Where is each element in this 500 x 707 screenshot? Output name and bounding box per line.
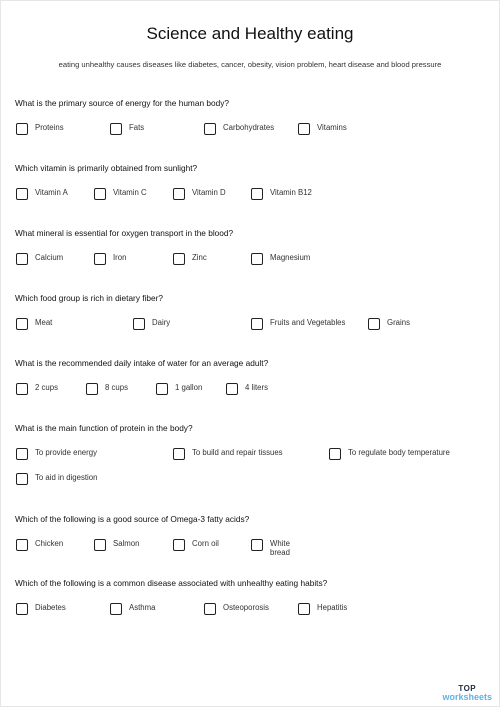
question-7-option-4[interactable]: White bread: [251, 539, 298, 555]
question-6-option-4[interactable]: To aid in digestion: [16, 473, 97, 485]
question-4-text: Which food group is rich in dietary fiber?: [15, 293, 164, 303]
checkbox[interactable]: [251, 318, 263, 330]
checkbox[interactable]: [16, 448, 28, 460]
question-8-option-4[interactable]: Hepatitis: [298, 603, 347, 615]
checkbox[interactable]: [251, 188, 263, 200]
question-8-option-3[interactable]: Osteoporosis: [204, 603, 269, 615]
checkbox[interactable]: [251, 539, 263, 551]
checkbox[interactable]: [329, 448, 341, 460]
checkbox[interactable]: [204, 603, 216, 615]
checkbox[interactable]: [226, 383, 238, 395]
checkbox[interactable]: [16, 473, 28, 485]
logo-bottom-text: worksheets: [442, 692, 492, 702]
checkbox[interactable]: [16, 603, 28, 615]
checkbox[interactable]: [173, 448, 185, 460]
checkbox[interactable]: [94, 253, 106, 265]
question-6-option-3[interactable]: To regulate body temperature: [329, 448, 450, 460]
question-8-text: Which of the following is a common disease associated with unhealthy eating habits?: [15, 578, 328, 588]
checkbox[interactable]: [173, 253, 185, 265]
topworksheets-logo[interactable]: [442, 685, 492, 702]
checkbox[interactable]: [94, 188, 106, 200]
question-2-text: Which vitamin is primarily obtained from sunlight?: [15, 163, 198, 173]
checkbox[interactable]: [110, 603, 122, 615]
question-7-text: Which of the following is a good source of Omega-3 fatty acids?: [15, 514, 250, 524]
checkbox[interactable]: [133, 318, 145, 330]
question-2-option-4[interactable]: Vitamin B12: [251, 188, 312, 200]
checkbox[interactable]: [204, 123, 216, 135]
checkbox[interactable]: [298, 123, 310, 135]
question-8-option-1[interactable]: Diabetes: [16, 603, 66, 615]
question-2-option-2[interactable]: Vitamin C: [94, 188, 147, 200]
checkbox[interactable]: [368, 318, 380, 330]
question-6-option-2[interactable]: To build and repair tissues: [173, 448, 283, 460]
checkbox[interactable]: [16, 123, 28, 135]
question-1-option-1[interactable]: Proteins: [16, 123, 64, 135]
checkbox[interactable]: [156, 383, 168, 395]
checkbox[interactable]: [251, 253, 263, 265]
question-1-text: What is the primary source of energy for the human body?: [15, 98, 229, 108]
question-7-option-3[interactable]: Corn oil: [173, 539, 219, 551]
question-3-option-1[interactable]: Calcium: [16, 253, 63, 265]
question-2-option-3[interactable]: Vitamin D: [173, 188, 226, 200]
question-1-option-3[interactable]: Carbohydrates: [204, 123, 274, 135]
question-4-option-1[interactable]: Meat: [16, 318, 52, 330]
checkbox[interactable]: [298, 603, 310, 615]
question-1-option-4[interactable]: Vitamins: [298, 123, 347, 135]
question-5-option-1[interactable]: 2 cups: [16, 383, 58, 395]
worksheet-title: Science and Healthy eating: [146, 24, 354, 43]
question-4-option-2[interactable]: Dairy: [133, 318, 170, 330]
worksheet-subtitle: eating unhealthy causes diseases like diabetes, cancer, obesity, vision problem, heart disease and blood pressure: [58, 60, 442, 69]
checkbox[interactable]: [16, 253, 28, 265]
question-8-option-2[interactable]: Asthma: [110, 603, 155, 615]
checkbox[interactable]: [16, 383, 28, 395]
checkbox[interactable]: [94, 539, 106, 551]
checkbox[interactable]: [173, 539, 185, 551]
question-3-option-3[interactable]: Zinc: [173, 253, 207, 265]
question-5-option-3[interactable]: 1 gallon: [156, 383, 202, 395]
question-6-option-1[interactable]: To provide energy: [16, 448, 97, 460]
question-5-option-2[interactable]: 8 cups: [86, 383, 128, 395]
question-1-option-2[interactable]: Fats: [110, 123, 144, 135]
question-4-option-3[interactable]: Fruits and Vegetables: [251, 318, 345, 330]
question-3-option-4[interactable]: Magnesium: [251, 253, 310, 265]
checkbox[interactable]: [110, 123, 122, 135]
question-6-text: What is the main function of protein in the body?: [15, 423, 193, 433]
question-7-option-1[interactable]: Chicken: [16, 539, 63, 551]
question-2-option-1[interactable]: Vitamin A: [16, 188, 68, 200]
logo-top-text: TOP: [458, 684, 477, 693]
question-4-option-4[interactable]: Grains: [368, 318, 410, 330]
checkbox[interactable]: [16, 188, 28, 200]
question-5-text: What is the recommended daily intake of water for an average adult?: [15, 358, 269, 368]
checkbox[interactable]: [173, 188, 185, 200]
question-3-option-2[interactable]: Iron: [94, 253, 126, 265]
question-7-option-2[interactable]: Salmon: [94, 539, 139, 551]
checkbox[interactable]: [16, 539, 28, 551]
checkbox[interactable]: [86, 383, 98, 395]
question-5-option-4[interactable]: 4 liters: [226, 383, 268, 395]
question-3-text: What mineral is essential for oxygen transport in the blood?: [15, 228, 234, 238]
checkbox[interactable]: [16, 318, 28, 330]
